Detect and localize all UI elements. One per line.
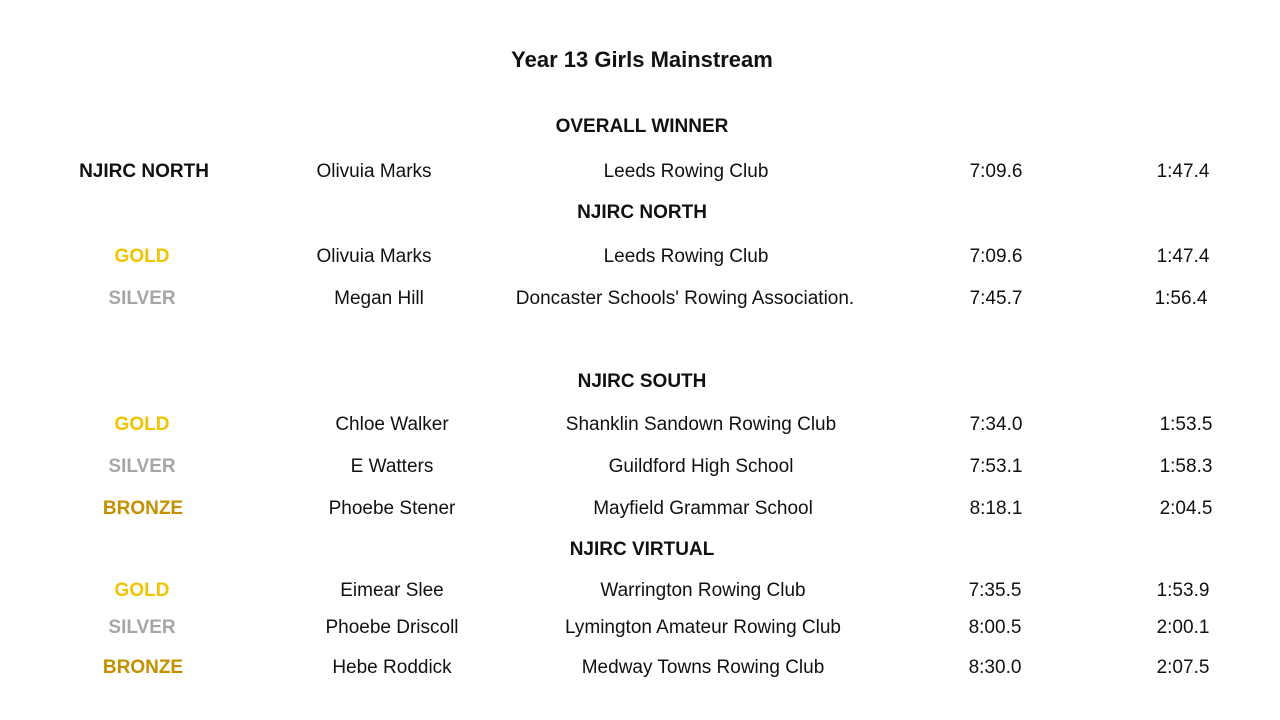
finish-time: 8:30.0: [968, 657, 1022, 678]
split-time: 2:04.5: [1159, 498, 1213, 519]
athlete-name: Olivuia Marks: [316, 161, 432, 182]
medal-label-gold: GOLD: [114, 414, 170, 435]
result-row: [0, 284, 1280, 314]
medal-label-bronze: BRONZE: [102, 498, 184, 519]
finish-time: 7:09.6: [969, 161, 1023, 182]
athlete-name: Phoebe Driscoll: [325, 617, 459, 638]
athlete-name: Eimear Slee: [340, 580, 444, 601]
split-time: 1:47.4: [1156, 161, 1210, 182]
club-name: Leeds Rowing Club: [603, 161, 769, 182]
section-heading-overall: OVERALL WINNER: [555, 116, 729, 137]
medal-label-silver: SILVER: [108, 617, 176, 638]
result-row: [0, 653, 1280, 683]
finish-time: 7:53.1: [969, 456, 1023, 477]
finish-time: 8:18.1: [969, 498, 1023, 519]
finish-time: 7:45.7: [969, 288, 1023, 309]
region-label: NJIRC NORTH: [79, 161, 209, 182]
result-row: [0, 494, 1280, 524]
section-heading-north: NJIRC NORTH: [577, 202, 707, 223]
medal-label-bronze: BRONZE: [102, 657, 184, 678]
athlete-name: E Watters: [350, 456, 434, 477]
finish-time: 8:00.5: [968, 617, 1022, 638]
split-time: 2:07.5: [1156, 657, 1210, 678]
result-row: [0, 410, 1280, 440]
result-row-overall: [0, 157, 1280, 187]
medal-label-silver: SILVER: [108, 456, 176, 477]
section-heading-south: NJIRC SOUTH: [577, 371, 707, 392]
split-time: 1:53.9: [1156, 580, 1210, 601]
finish-time: 7:09.6: [969, 246, 1023, 267]
athlete-name: Olivuia Marks: [316, 246, 432, 267]
result-row: [0, 576, 1280, 606]
club-name: Warrington Rowing Club: [600, 580, 806, 601]
finish-time: 7:34.0: [969, 414, 1023, 435]
club-name: Lymington Amateur Rowing Club: [565, 617, 841, 638]
medal-label-gold: GOLD: [114, 246, 170, 267]
club-name: Guildford High School: [608, 456, 794, 477]
club-name: Mayfield Grammar School: [593, 498, 813, 519]
split-time: 1:58.3: [1159, 456, 1213, 477]
page-title: Year 13 Girls Mainstream: [511, 47, 773, 72]
finish-time: 7:35.5: [968, 580, 1022, 601]
athlete-name: Chloe Walker: [335, 414, 449, 435]
athlete-name: Phoebe Stener: [328, 498, 456, 519]
section-heading-virtual: NJIRC VIRTUAL: [569, 539, 715, 560]
result-row: [0, 452, 1280, 482]
split-time: 1:53.5: [1159, 414, 1213, 435]
medal-label-silver: SILVER: [108, 288, 176, 309]
club-name: Doncaster Schools' Rowing Association.: [515, 288, 855, 309]
split-time: 2:00.1: [1156, 617, 1210, 638]
split-time: 1:56.4: [1154, 288, 1208, 309]
medal-label-gold: GOLD: [114, 580, 170, 601]
result-row: [0, 242, 1280, 272]
club-name: Shanklin Sandown Rowing Club: [565, 414, 837, 435]
athlete-name: Megan Hill: [334, 288, 424, 309]
split-time: 1:47.4: [1156, 246, 1210, 267]
club-name: Medway Towns Rowing Club: [581, 657, 825, 678]
result-row: [0, 613, 1280, 643]
athlete-name: Hebe Roddick: [332, 657, 452, 678]
club-name: Leeds Rowing Club: [603, 246, 769, 267]
